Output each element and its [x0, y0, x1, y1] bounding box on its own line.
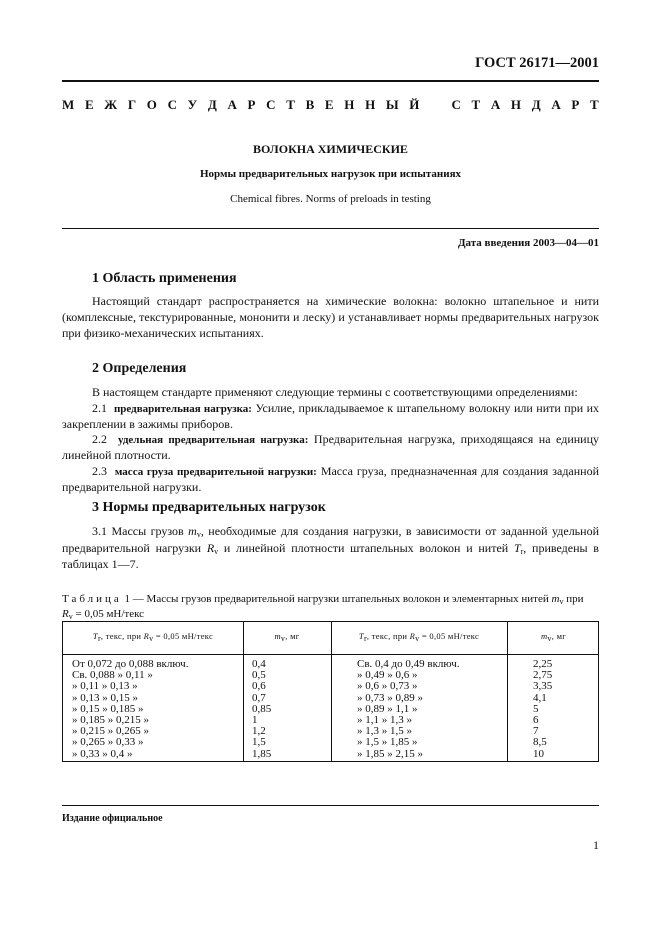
symbol-r: R: [206, 540, 215, 555]
table-cell: 2,25: [533, 658, 553, 670]
definition-text: Масса груза, предназначенная для создания заданной предварительной нагрузки.: [62, 464, 600, 494]
subscript: v: [547, 634, 552, 643]
table-cell: 0,5: [252, 669, 266, 682]
subscript: r: [363, 634, 367, 643]
definition-text: Предварительная нагрузка, приходящаяся на единицу линейной плотности.: [62, 432, 600, 463]
text-run: — Массы грузов предварительной нагрузки штапельных волокон и элементарных нитей: [130, 593, 552, 605]
heading-letter: Г: [127, 97, 137, 112]
text-run: , мг: [285, 631, 300, 641]
table-cell: 3,35: [533, 680, 553, 693]
table-cell: » 1,5 » 1,85 »: [357, 736, 418, 749]
table-cell: 1,5: [252, 736, 266, 749]
standard-title: ВОЛОКНА ХИМИЧЕСКИЕ: [253, 142, 408, 156]
heading-letter: Ы: [385, 97, 399, 112]
heading-letter: В: [305, 97, 315, 112]
table-cell: » 0,6 » 0,73 »: [357, 680, 418, 693]
header-rule: [62, 80, 599, 82]
table-cell: » 0,185 » 0,215 »: [72, 713, 149, 726]
column-header-density-right: [331, 631, 507, 645]
standard-title-english: Chemical fibres. Norms of preloads in testing: [230, 193, 431, 205]
column-density-right: [357, 659, 460, 760]
section-3-heading: 3 Нормы предварительных нагрузок: [92, 500, 326, 515]
text-run: = 0,05 мН/текс: [419, 631, 480, 641]
doc-number: ГОСТ 26171—2001: [475, 55, 599, 71]
heading-letter: Р: [571, 97, 580, 112]
text-run: при: [563, 593, 584, 605]
text-run: , необходимые для создания нагрузки, в зависимости от заданной удельной предварительной нагрузки: [62, 524, 599, 555]
text-run: , текс, при: [100, 631, 144, 641]
table-cell: » 0,265 » 0,33 »: [72, 736, 144, 749]
symbol-r: R: [62, 608, 69, 621]
heading-letter: Н: [344, 97, 355, 112]
table-cell: 4,1: [533, 691, 547, 704]
symbol-r: R: [143, 631, 150, 641]
subscript: v: [559, 597, 564, 606]
table-cell: » 0,15 » 0,185 »: [72, 702, 144, 715]
table-cell: » 0,33 » 0,4 »: [72, 747, 133, 760]
table-cell: 1,2: [252, 725, 266, 738]
table-cell: 1,85: [252, 747, 272, 760]
section-1-heading: 1 Область применения: [92, 271, 237, 286]
column-mass-right: [533, 659, 552, 760]
heading-letter: С: [167, 97, 177, 112]
definition-number: 2.3: [92, 464, 107, 479]
table-1: [62, 621, 599, 762]
text-run: , приведены в таблицах 1—7.: [62, 540, 599, 572]
heading-letter: У: [187, 97, 198, 112]
heading-letter: А: [551, 97, 561, 112]
scope-paragraph: Настоящий стандарт распространяется на химические волокна: волокно штапельное и нити (комплексные, текстурированные, мононити и леску) и устанавливает нормы предварительных нагрузок при физико-механических испытаниях.: [62, 294, 599, 340]
definitions-intro: В настоящем стандарте применяют следующие термины с соответствующими определениями:: [92, 385, 578, 399]
symbol-t: T: [513, 540, 521, 555]
heading-letter: С: [451, 97, 461, 112]
table-cell: » 1,1 » 1,3 »: [357, 713, 412, 726]
text-run: = 0,05 мН/текс: [153, 631, 214, 641]
definition-2-2: [62, 432, 599, 464]
column-mass-left: [252, 659, 271, 760]
section-2-heading: 2 Определения: [92, 361, 187, 376]
column-density-left: [72, 659, 188, 760]
table-cell: 5: [533, 702, 539, 715]
symbol-r: R: [409, 631, 416, 641]
table-cell: 8,5: [533, 736, 547, 749]
definition-2-1: [62, 401, 599, 433]
subscript: v: [68, 612, 73, 622]
section-3-text: [62, 524, 599, 573]
column-header-mass-left: [243, 631, 331, 645]
symbol-m: m: [274, 631, 281, 641]
subscript: v: [280, 634, 286, 643]
heading-letter: А: [227, 97, 237, 112]
symbol-m: m: [540, 631, 548, 641]
definition-text: Усилие, прикладываемое к штапельному волокну или нити при их закреплении в зажимы приборов.: [62, 400, 600, 431]
symbol-t: T: [92, 631, 98, 641]
header-divider: [63, 654, 598, 655]
official-edition-note: Издание официальное: [62, 813, 163, 824]
column-header-density-left: [63, 631, 243, 645]
heading-letter: Т: [286, 97, 295, 112]
table-cell: Св. 0,088 » 0,11 »: [72, 669, 153, 682]
text-run: и линейной плотности штапельных волокон и нитей: [218, 540, 514, 555]
heading-letter: Е: [324, 97, 334, 112]
subscript: r: [97, 634, 101, 643]
heading-letter: М: [62, 97, 75, 112]
text-run: , текс, при: [366, 631, 410, 641]
table-cell: 0,6: [252, 680, 266, 693]
table-1-caption: [62, 592, 599, 623]
table-number: 1: [124, 593, 131, 605]
heading-letter: Н: [510, 97, 522, 112]
table-cell: » 0,73 » 0,89 »: [357, 691, 423, 704]
heading-letter: Р: [247, 97, 256, 112]
heading-letter: Т: [471, 97, 481, 112]
symbol-m: m: [551, 593, 560, 605]
interstate-standard-heading: [62, 96, 599, 113]
table-cell: 0,85: [252, 702, 272, 715]
heading-letter: Д: [207, 97, 217, 112]
table-cell: » 1,3 » 1,5 »: [357, 725, 412, 738]
symbol-t: T: [358, 631, 364, 641]
section-1-text: [62, 294, 599, 341]
preload-paragraph: [62, 524, 599, 573]
table-cell: От 0,072 до 0,088 включ.: [72, 658, 189, 670]
definition-number: 2.2: [92, 432, 107, 447]
subscript: r: [520, 546, 524, 556]
heading-letter: О: [146, 97, 157, 112]
footer-rule: [62, 805, 599, 806]
heading-letter: Н: [365, 97, 376, 112]
section-2-text: [62, 385, 599, 496]
heading-letter: Д: [531, 97, 541, 112]
heading-letter: Т: [590, 97, 599, 112]
table-cell: 6: [533, 713, 539, 726]
table-cell: 7: [533, 725, 539, 738]
text-run: , мг: [551, 631, 567, 641]
definition-term: масса груза предварительной нагрузки:: [114, 466, 317, 479]
table-cell: Св. 0,4 до 0,49 включ.: [357, 658, 460, 670]
heading-letter: А: [490, 97, 501, 112]
heading-letter: Е: [84, 97, 94, 112]
subscript: v: [415, 634, 420, 643]
title-rule: [62, 228, 599, 229]
heading-letter: Ж: [104, 97, 118, 112]
text-run: 3.1 Массы грузов: [92, 524, 189, 538]
column-header-mass-right: [507, 631, 600, 645]
definition-term: предварительная нагрузка:: [113, 402, 252, 415]
table-cell: » 1,85 » 2,15 »: [357, 747, 423, 760]
intro-date: Дата введения 2003—04—01: [457, 237, 599, 249]
heading-letter: С: [266, 97, 276, 112]
table-cell: 10: [533, 747, 544, 760]
heading-letter: Й: [409, 97, 420, 112]
subscript: v: [214, 546, 219, 556]
symbol-m: m: [188, 524, 197, 538]
definition-term: удельная предварительная нагрузка:: [118, 434, 309, 447]
table-cell: » 0,89 » 1,1 »: [357, 702, 418, 715]
table-cell: » 0,49 » 0,6 »: [357, 669, 418, 682]
table-cell: 2,75: [533, 669, 553, 682]
standard-subtitle: Нормы предварительных нагрузок при испытаниях: [199, 168, 462, 180]
table-label: Таблица: [62, 593, 122, 605]
table-cell: » 0,13 » 0,15 »: [72, 691, 138, 704]
text-run: = 0,05 мН/текс: [72, 608, 145, 621]
subscript: v: [149, 634, 154, 643]
table-cell: 0,4: [252, 658, 266, 670]
table-cell: » 0,11 » 0,13 »: [72, 680, 138, 693]
table-cell: » 0,215 » 0,265 »: [72, 725, 149, 738]
table-cell: 0,7: [252, 691, 266, 704]
definition-2-3: [62, 464, 599, 496]
table-cell: 1: [252, 713, 258, 726]
definition-number: 2.1: [92, 400, 107, 415]
subscript: v: [196, 530, 201, 539]
page-number: 1: [593, 838, 599, 852]
